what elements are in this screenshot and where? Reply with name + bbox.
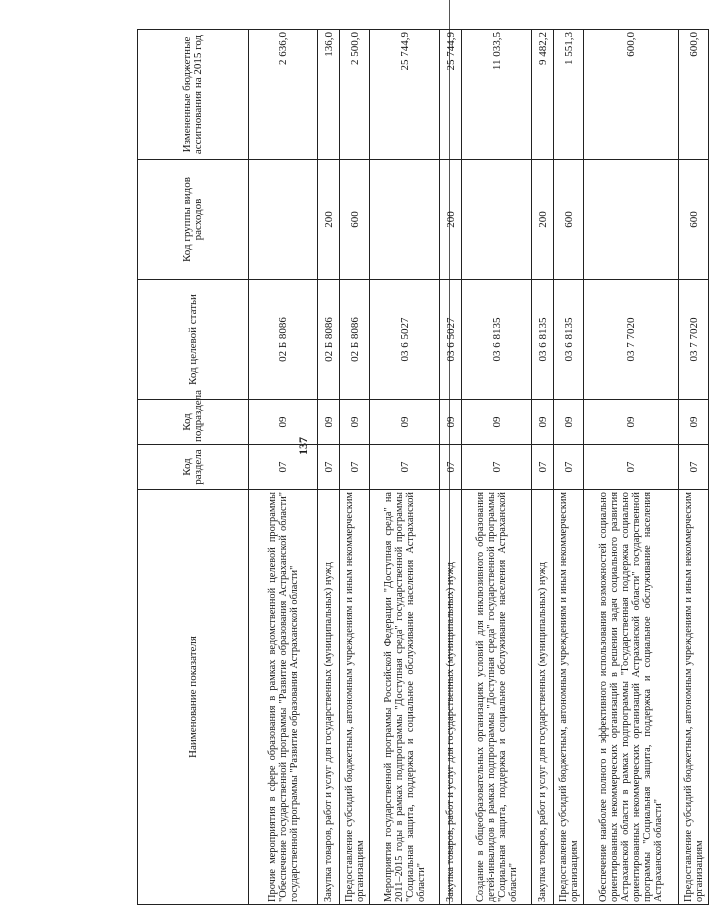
row-target: 03 7 7020	[584, 280, 679, 400]
header-section-code: Код раздела	[138, 445, 249, 490]
row-subsection: 09	[370, 400, 440, 445]
row-group: 200	[318, 160, 340, 280]
row-subsection: 09	[318, 400, 340, 445]
table-row	[679, 30, 709, 905]
row-section: 07	[318, 445, 340, 490]
header-expense-group-code: Код группы видов расходов	[138, 160, 249, 280]
row-section: 07	[440, 445, 462, 490]
row-subsection: 09	[532, 400, 554, 445]
table-row	[340, 30, 370, 905]
row-name: Предоставление субсидий бюджетным, автономным учреждениям и иным некоммерческим организациям	[554, 490, 584, 905]
row-subsection: 09	[440, 400, 462, 445]
row-target: 03 6 8135	[532, 280, 554, 400]
table-row	[462, 30, 532, 905]
row-group: 600	[554, 160, 584, 280]
row-target: 02 Б 8086	[340, 280, 370, 400]
row-amount: 2 636,0	[249, 30, 318, 160]
row-amount: 9 482,2	[532, 30, 554, 160]
row-target: 02 Б 8086	[318, 280, 340, 400]
row-name: Закупка товаров, работ и услуг для государственных (муниципальных) нужд	[532, 490, 554, 905]
table-row	[532, 30, 554, 905]
row-subsection: 09	[679, 400, 709, 445]
header-name: Наименование показателя	[138, 490, 249, 905]
row-section: 07	[340, 445, 370, 490]
table-row	[440, 30, 462, 905]
table-row	[370, 30, 440, 905]
row-name: Закупка товаров, работ и услуг для государственных (муниципальных) нужд	[440, 490, 462, 905]
row-section: 07	[554, 445, 584, 490]
table-row	[584, 30, 679, 905]
row-amount: 25 744,9	[440, 30, 462, 160]
row-target: 03 6 5027	[370, 280, 440, 400]
page-number: 137	[296, 437, 310, 455]
row-group: 600	[340, 160, 370, 280]
row-name: Мероприятия государственной программы Российской Федерации "Доступная среда" на 2011–2015 годы в рамках подпрограммы "Доступная среда" государственной программы "Социальная защита, поддержка и социальное обслуживание населения Астраханской области"	[370, 490, 440, 905]
row-group	[370, 160, 440, 280]
row-section: 07	[584, 445, 679, 490]
row-target: 03 7 7020	[679, 280, 709, 400]
row-group	[249, 160, 318, 280]
row-subsection: 09	[554, 400, 584, 445]
header-target-code: Код целевой статьи	[138, 280, 249, 400]
row-subsection: 09	[462, 400, 532, 445]
row-name: Закупка товаров, работ и услуг для государственных (муниципальных) нужд	[318, 490, 340, 905]
row-amount: 600,0	[584, 30, 679, 160]
rotated-table-container	[137, 30, 705, 905]
budget-table	[137, 29, 709, 905]
row-subsection: 09	[249, 400, 318, 445]
row-section: 07	[462, 445, 532, 490]
row-amount: 25 744,9	[370, 30, 440, 160]
header-amount: Измененные бюджетные ассигнования на 2015 год	[138, 30, 249, 160]
row-amount: 600,0	[679, 30, 709, 160]
table-row	[554, 30, 584, 905]
row-name: Обеспечение наиболее полного и эффективного использования возможностей социально ориентированных некоммерческих организаций в решении задач социального развития Астраханской области в рамках подпрограммы "Государственная поддержка социально ориентированных некоммерческих организаций Астраханской области" государственной программы "Социальная защита, поддержка и социальное обслуживание населения Астраханской области"	[584, 490, 679, 905]
header-row	[138, 30, 249, 905]
row-section: 07	[679, 445, 709, 490]
row-amount: 2 500,0	[340, 30, 370, 160]
row-amount: 11 033,5	[462, 30, 532, 160]
row-name: Предоставление субсидий бюджетным, автономным учреждениям и иным некоммерческим организациям	[340, 490, 370, 905]
table-row	[318, 30, 340, 905]
row-name: Прочие мероприятия в сфере образования в рамках ведомственной целевой программы "Обеспечение государственной программы "Развитие образования Астраханской области" государственной программы "Развитие образования Астраханской области"	[249, 490, 318, 905]
row-section: 07	[532, 445, 554, 490]
row-target: 03 6 8135	[462, 280, 532, 400]
row-amount: 136,0	[318, 30, 340, 160]
row-subsection: 09	[584, 400, 679, 445]
row-section: 07	[249, 445, 318, 490]
row-amount: 1 551,3	[554, 30, 584, 160]
row-group	[584, 160, 679, 280]
row-subsection: 09	[340, 400, 370, 445]
row-target: 03 6 8135	[554, 280, 584, 400]
row-name: Создание в общеобразовательных организациях условий для инклюзивного образования детей-инвалидов в рамках подпрограммы "Доступная среда" государственной программы "Социальная защита, поддержка и социальное обслуживание населения Астраханской области"	[462, 490, 532, 905]
row-target: 02 Б 8086	[249, 280, 318, 400]
row-group	[462, 160, 532, 280]
row-target: 03 6 5027	[440, 280, 462, 400]
table-row	[249, 30, 318, 905]
row-section: 07	[370, 445, 440, 490]
row-group: 200	[532, 160, 554, 280]
row-group: 200	[440, 160, 462, 280]
row-group: 600	[679, 160, 709, 280]
header-subsection-code: Код подраздела	[138, 400, 249, 445]
row-name: Предоставление субсидий бюджетным, автономным учреждениям и иным некоммерческим организациям	[679, 490, 709, 905]
